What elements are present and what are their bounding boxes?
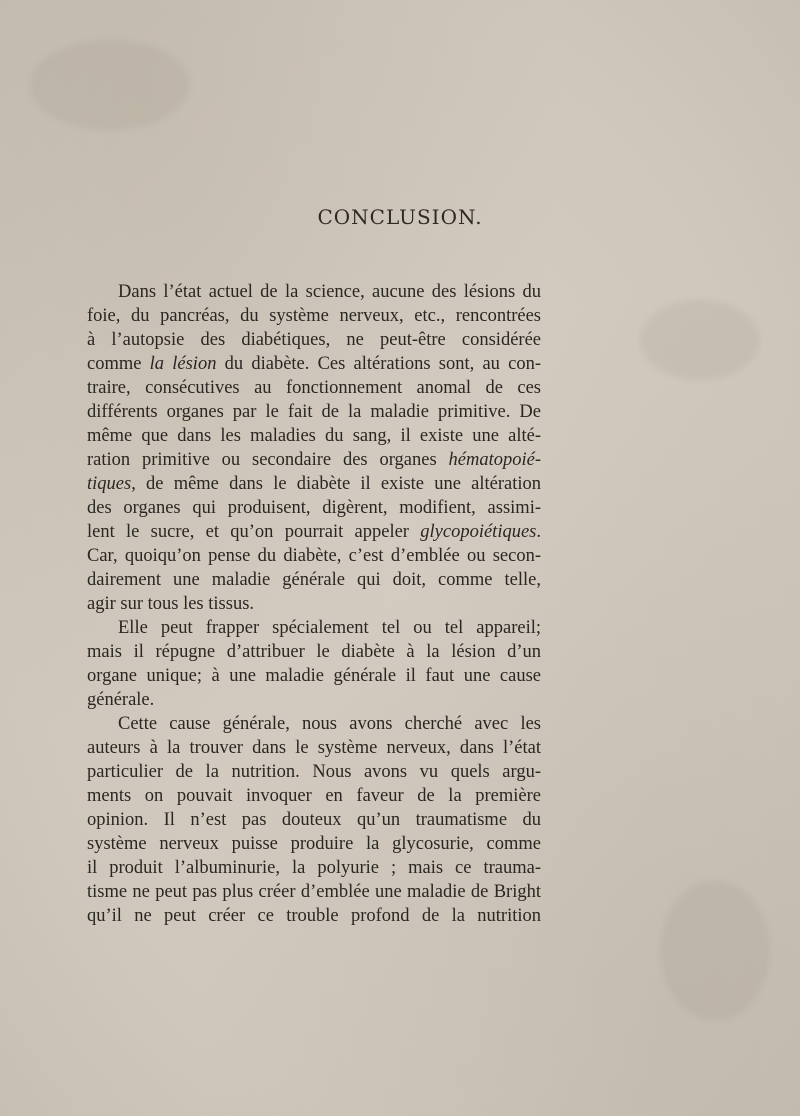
text-line: lent le sucre, et qu’on pourrait appeler glycopoiétiques. (87, 522, 541, 542)
text-line: des organes qui produisent, digèrent, modifient, assimi- (87, 498, 541, 518)
text-line: qu’il ne peut créer ce trouble profond de la nutrition (87, 906, 541, 926)
text-line: mais il répugne d’attribuer le diabète à la lésion d’un (87, 642, 541, 662)
paper-stain (660, 880, 770, 1020)
text-line: générale. (87, 690, 155, 710)
text-line: comme la lésion du diabète. Ces altérations sont, au con- (87, 354, 542, 374)
chapter-title: CONCLUSION. (317, 205, 483, 229)
text-line: ration primitive ou secondaire des organes hématopoié- (87, 450, 541, 470)
text-line: Dans l’état actuel de la science, aucune des lésions du (118, 282, 541, 302)
text-line: Car, quoiqu’on pense du diabète, c’est d’emblée ou secon- (87, 546, 541, 566)
text-line: il produit l’albuminurie, la polyurie ; mais ce trauma- (87, 858, 541, 878)
text-line: tiques, de même dans le diabète il existe une altération (87, 474, 541, 494)
text-line: organe unique; à une maladie générale il faut une cause (87, 666, 541, 686)
text-line: opinion. Il n’est pas douteux qu’un traumatisme du (87, 810, 541, 830)
text-line: même que dans les maladies du sang, il existe une alté- (87, 426, 541, 446)
text-line: auteurs à la trouver dans le système nerveux, dans l’état (87, 738, 541, 758)
text-line: dairement une maladie générale qui doit, comme telle, (87, 570, 541, 590)
text-line: foie, du pancréas, du système nerveux, etc., rencontrées (87, 306, 541, 326)
text-line: agir sur tous les tissus. (87, 594, 255, 614)
text-line: ments on pouvait invoquer en faveur de la première (87, 786, 541, 806)
paper-stain (30, 40, 190, 130)
text-line: Cette cause générale, nous avons cherché avec les (118, 714, 541, 734)
text-line: traire, consécutives au fonctionnement anomal de ces (87, 378, 541, 398)
paper-stain (640, 300, 760, 380)
text-line: tisme ne peut pas plus créer d’emblée une maladie de Bright (87, 882, 541, 902)
text-line: système nerveux puisse produire la glycosurie, comme (87, 834, 541, 854)
text-line: Elle peut frapper spécialement tel ou tel appareil; (118, 618, 541, 638)
text-line: différents organes par le fait de la maladie primitive. De (87, 402, 541, 422)
text-line: particulier de la nutrition. Nous avons vu quels argu- (87, 762, 541, 782)
text-line: à l’autopsie des diabétiques, ne peut-être considérée (87, 330, 541, 350)
